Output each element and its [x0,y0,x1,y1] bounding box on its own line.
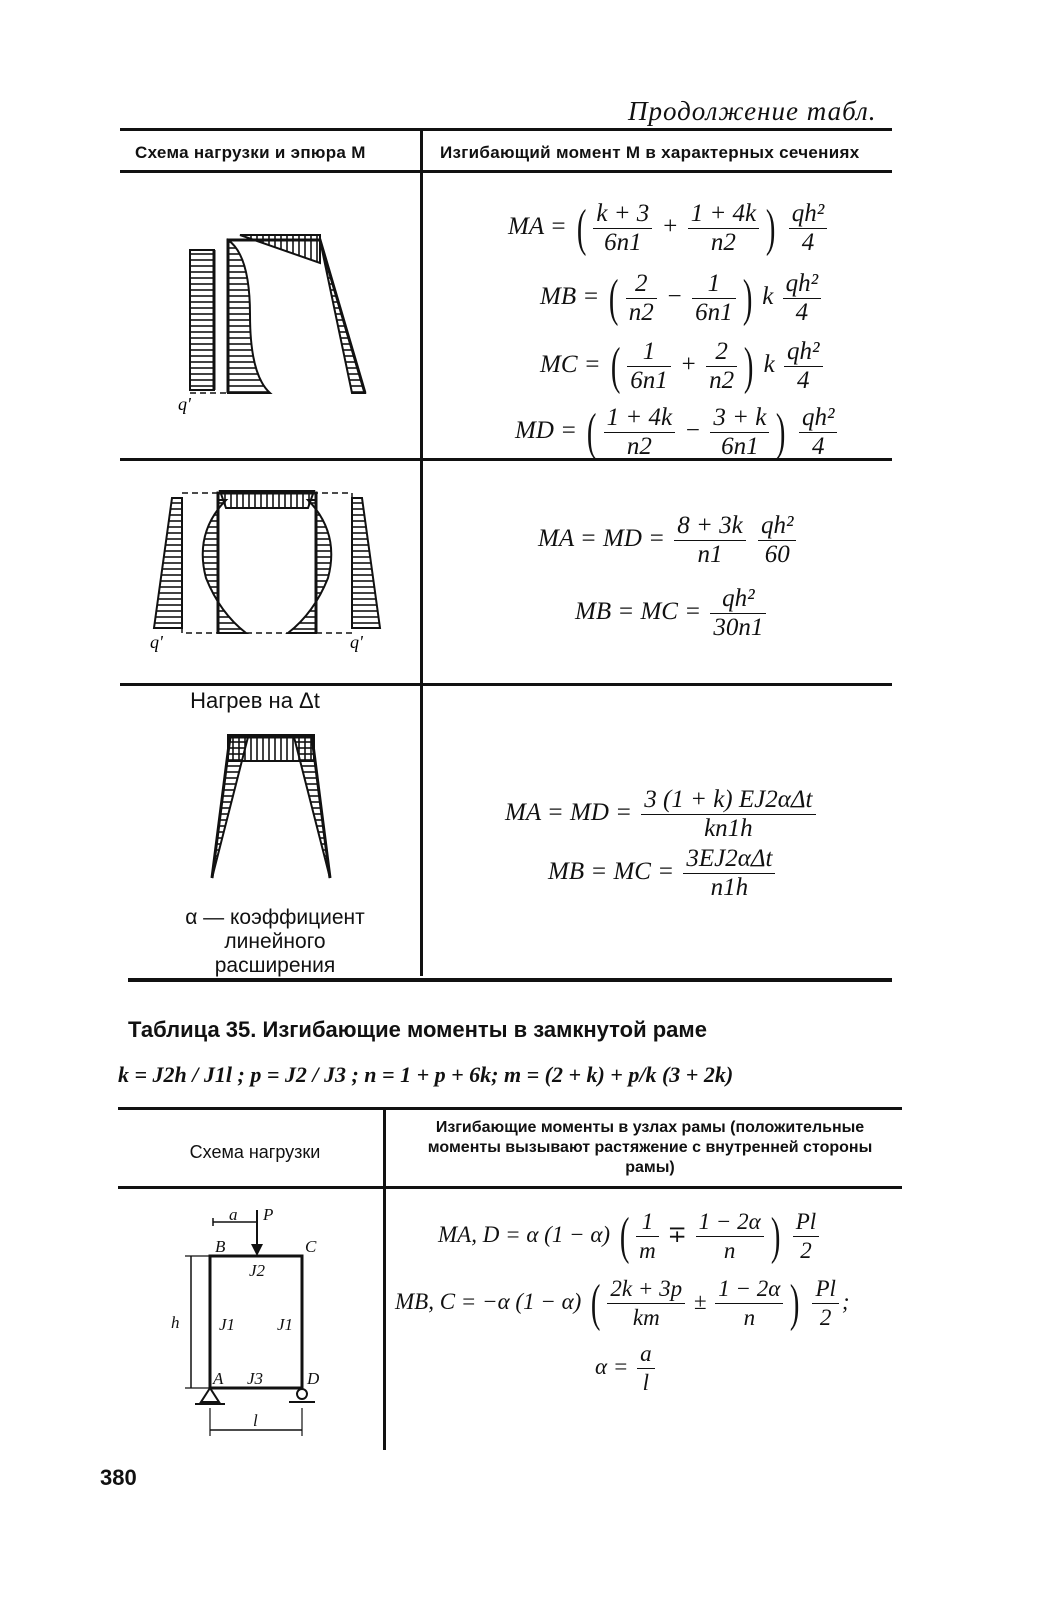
page-number: 380 [100,1465,137,1490]
num: 2 [626,270,657,299]
label-J3: J3 [247,1369,264,1388]
formula-MB-MC-heat [548,845,778,902]
num: k + 3 [593,200,652,229]
continuation-label: Продолжение табл. [628,96,877,126]
label-a: a [229,1205,238,1224]
paren: ( [610,337,621,395]
paren: ) [742,269,753,327]
lhs: MB = MC = [548,858,675,886]
row-divider [120,683,892,686]
den: n2 [626,433,652,460]
column-header-moment: Изгибающий момент M в характерных сечениях [440,143,860,162]
lhs: MA = MD = [538,525,666,553]
den: 2 [800,1238,812,1263]
den: n1 [697,541,723,568]
den: l [642,1370,650,1395]
den: 30n1 [713,614,764,641]
label-C: C [305,1237,317,1256]
formula-MA-MD [538,512,799,569]
den: 4 [797,367,810,394]
paren: ) [790,1274,800,1332]
den: km [632,1305,660,1330]
paren: ( [619,1207,630,1265]
num: qh² [783,270,822,299]
num: 1 [636,1208,659,1237]
num: 1 [627,338,671,367]
operator: ∓ [667,1221,687,1247]
den: 6n1 [630,367,668,394]
load-label-right: q' [350,632,363,652]
row2-moment-diagram [150,488,385,653]
den: 2 [819,1305,832,1330]
num: 1 + 4k [688,200,759,229]
label-h: h [171,1313,180,1332]
lhs: MA = MD = [505,799,633,827]
num: 1 − 2α [696,1208,764,1237]
num: qh² [758,512,797,541]
table35-top-rule [118,1107,902,1110]
tail: ; [841,1288,850,1314]
den: n [743,1305,756,1330]
den: n1h [710,874,749,901]
den: kn1h [704,815,753,842]
num: a [637,1340,655,1369]
den: 6n1 [604,229,642,256]
row3-title: Нагрев на Δt [190,688,320,713]
num: 3 (1 + k) EJ2αΔt [641,786,815,815]
den: n2 [709,367,735,394]
label-J1-right: J1 [277,1315,294,1334]
row3-moment-diagram [200,733,340,883]
formula-MD: MD = ( $\frac{1 + 4k}{n2}$ − $\frac{3 + k}{6n1}$ ) $\frac{\text{qh²}}{4}$ [515,404,840,461]
operator: ± [693,1288,707,1314]
formula-MB-MC [575,585,769,642]
paren: ( [576,199,587,257]
formula-MB: MB = ( $\frac{2}{n2}$ − $\frac{1}{6n1}$ ) k $\frac{\text{qh²}}{4}$ [540,270,824,327]
table35-title: Таблица 35. Изгибающие моменты в замкнутой раме [128,1017,707,1042]
row1-moment-diagram [170,215,370,415]
den: n2 [628,299,654,326]
label-D: D [307,1369,320,1388]
label-J2: J2 [249,1261,266,1280]
num: qh² [789,200,828,229]
den: 4 [801,229,815,256]
row3-note: α — коэффициент линейного расширения [185,906,365,977]
den: n2 [710,229,736,256]
label-B: B [215,1237,226,1256]
paren: ) [770,1207,781,1265]
label-l: l [253,1411,258,1430]
num: 1 + 4k [604,404,675,433]
paren: ( [590,1274,601,1332]
lhs: α = [595,1353,629,1379]
load-label-left: q' [150,632,163,652]
den: n [723,1238,736,1263]
formula-MA: MA = ( $\frac{k + 3}{6n1}$ + $\frac{1 + 4k}{n2}$ ) $\frac{\text{qh²}}{4}$ [508,200,830,257]
table-column-divider [420,131,423,976]
label-P: P [263,1205,274,1224]
formula-alpha [595,1340,658,1397]
num: Pl [793,1208,819,1237]
num: 1 − 2α [715,1275,783,1304]
num: qh² [784,338,823,367]
table35-params: k = J2h / J1l ; p = J2 / J3 ; n = 1 + p + 6k; m = (2 + k) + p/k (3 + 2k) [118,1062,734,1087]
lhs: MC = [540,351,601,379]
formula-MB-C-closed [395,1275,850,1332]
table35-col1-header: Схема нагрузки [189,1142,321,1162]
table35-column-divider [383,1110,386,1450]
lhs: MA = [508,213,567,241]
table-top-rule [120,128,892,131]
table35-header-rule [118,1186,902,1189]
num: qh² [710,585,766,614]
num: Pl [812,1275,838,1304]
den: 4 [795,299,809,326]
num: 1 [692,270,736,299]
num: 3 + k [710,404,769,433]
lhs: MB = MC = [575,598,702,626]
num: 2 [706,338,737,367]
paren: ( [609,269,619,327]
lhs: MD = [515,417,577,445]
column-header-scheme: Схема нагрузки и эпюра M [135,143,366,162]
num: 2k + 3p [607,1275,685,1304]
paren: ) [766,199,776,257]
den: 6n1 [695,299,733,326]
den: 4 [811,433,825,460]
lhs: MA, D = α (1 − α) [438,1221,611,1247]
den: m [639,1238,656,1263]
lhs: MB, C = −α (1 − α) [395,1288,582,1314]
formula-MC: MC = ( $\frac{1}{6n1}$ + $\frac{2}{n2}$ ) k $\frac{\text{qh²}}{4}$ [540,338,826,395]
paren: ) [776,403,786,461]
den: 6n1 [721,433,759,460]
formula-MA-MD-heat [505,786,819,843]
formula-MA-D-closed [438,1208,822,1265]
num: qh² [799,404,838,433]
table-bottom-rule [128,978,892,982]
table-header-rule [120,170,892,173]
label-J1-left: J1 [219,1315,236,1334]
paren: ( [587,403,597,461]
lhs: MB = [540,283,600,311]
paren: ) [743,337,754,395]
load-label: q' [178,394,191,414]
closed-frame-scheme [165,1205,335,1443]
num: 8 + 3k [674,512,745,541]
den: 60 [764,541,790,568]
table35-col2-header: Изгибающие моменты в узлах рамы (положительные моменты вызывают растяжение с внутренней стороны рамы) [427,1119,873,1176]
num: 3EJ2αΔt [683,845,775,874]
label-A: A [213,1369,224,1388]
